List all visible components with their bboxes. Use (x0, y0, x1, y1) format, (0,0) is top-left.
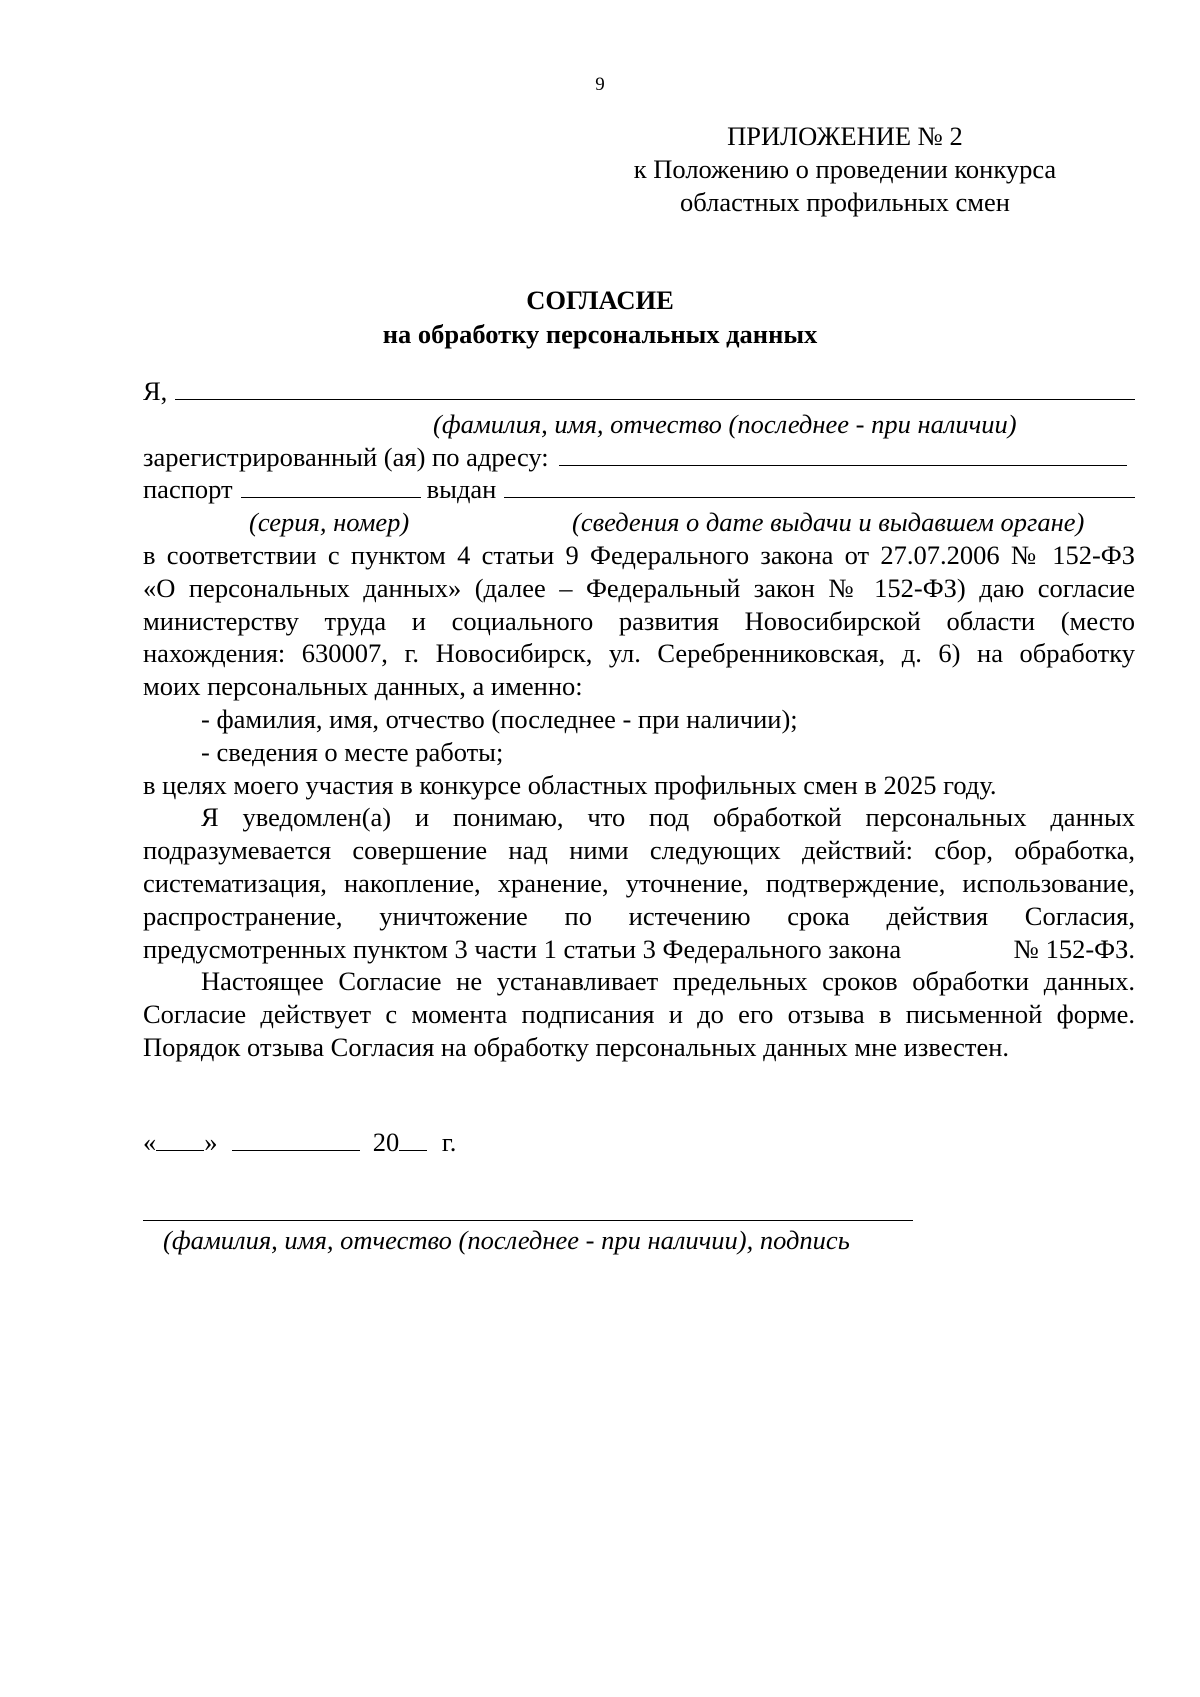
notice-line: Я уведомлен(а) и понимаю, что под обработкой персональных данных (201, 802, 1135, 833)
appendix-header (565, 120, 1125, 219)
passport-label: паспорт (143, 474, 233, 505)
purpose-line: в целях моего участия в конкурсе областных профильных смен в 2025 году. (143, 769, 997, 800)
issue-hint: (сведения о дате выдачи и выдавшем органе) (572, 507, 1085, 538)
title-sub: на обработку персональных данных (382, 319, 818, 349)
notice-line-last (143, 933, 1135, 966)
term-line: Порядок отзыва Согласия на обработку персональных данных мне известен. (143, 1031, 1010, 1062)
appendix-number: ПРИЛОЖЕНИЕ № 2 (727, 121, 963, 151)
fio-field[interactable] (175, 377, 1135, 400)
data-item: - фамилия, имя, отчество (последнее - при наличии); (201, 703, 798, 734)
issued-label: выдан (426, 474, 497, 505)
date-day-field[interactable] (156, 1128, 204, 1151)
fio-hint-row (143, 408, 1135, 441)
data-item: - сведения о месте работы; (201, 736, 504, 767)
date-open-quote: « (143, 1127, 157, 1157)
date-row (143, 1127, 456, 1158)
passport-issued-field[interactable] (504, 475, 1135, 498)
document-body (143, 375, 1135, 1064)
appendix-reference: к Положению о проведении конкурса (633, 154, 1057, 184)
title-main: СОГЛАСИЕ (526, 285, 674, 315)
fio-hint: (фамилия, имя, отчество (последнее - при наличии) (433, 408, 1017, 439)
fio-row (143, 375, 1135, 408)
notice-line: предусмотренных пунктом 3 части 1 статьи 3 Федерального закона (143, 933, 902, 964)
passport-row (143, 473, 1135, 506)
date-year-prefix: 20 (372, 1127, 400, 1157)
i-label: Я, (143, 376, 168, 406)
page-number: 9 (595, 74, 605, 95)
term-line: Согласие действует с момента подписания и до его отзыва в письменной форме. (143, 999, 1135, 1030)
notice-line: подразумевается совершение над ними следующих действий: сбор, обработка, (143, 835, 1135, 866)
consent-line: в соответствии с пунктом 4 статьи 9 Федерального закона от 27.07.2006 № 152-ФЗ (143, 539, 1135, 570)
address-row (143, 441, 1135, 474)
consent-line: «О персональных данных» (далее – Федеральный закон № 152-ФЗ) даю согласие (143, 572, 1135, 603)
address-label: зарегистрированный (ая) по адресу: (143, 441, 549, 472)
signature-field[interactable] (143, 1220, 913, 1221)
date-year-field[interactable] (399, 1128, 427, 1151)
consent-line: нахождения: 630007, г. Новосибирск, ул. Серебренниковская, д. 6) на обработку (143, 638, 1135, 669)
notice-law-number: № 152-ФЗ. (1013, 933, 1135, 964)
date-year-suffix: г. (441, 1127, 457, 1157)
document-title (0, 283, 1200, 351)
passport-series-field[interactable] (241, 475, 421, 498)
date-month-field[interactable] (232, 1128, 360, 1151)
series-hint: (серия, номер) (249, 507, 410, 538)
appendix-reference-cont: областных профильных смен (680, 187, 1010, 217)
consent-line: министерству труда и социального развития Новосибирской области (место (143, 605, 1135, 636)
notice-line: систематизация, накопление, хранение, уточнение, подтверждение, использование, (143, 867, 1135, 898)
date-close-quote: » (204, 1127, 218, 1157)
notice-line: распространение, уничтожение по истечению срока действия Согласия, (143, 900, 1135, 931)
passport-hint-row (143, 506, 1135, 539)
signature-hint: (фамилия, имя, отчество (последнее - при наличии), подпись (163, 1225, 850, 1255)
address-field[interactable] (559, 443, 1127, 466)
term-line: Настоящее Согласие не устанавливает предельных сроков обработки данных. (201, 966, 1135, 997)
consent-line: моих персональных данных, а именно: (143, 671, 583, 702)
